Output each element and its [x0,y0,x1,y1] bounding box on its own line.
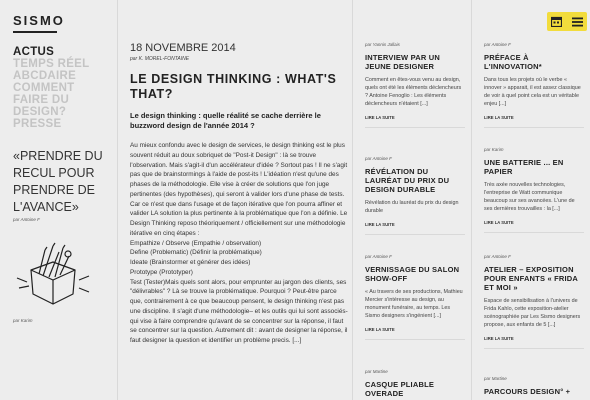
read-more-link[interactable]: LIRE LA SUITE [484,220,514,225]
card-excerpt: Dans tous les projets où le verbe « innover » apparait, il est assez classique de voir à quel point cela est un véritable enjeu [...] [484,77,581,107]
news-card [365,156,465,235]
card-excerpt: Révélation du lauréat du prix du design durable [365,200,459,214]
article-title[interactable]: LE DESIGN THINKING : WHAT'S THAT? [130,72,337,101]
card-title[interactable]: ATELIER – EXPOSITION POUR ENFANTS « FRIDA ET MOI » [484,265,578,292]
card-divider [365,339,465,340]
sidebar [0,0,117,400]
toolbar-icons [547,12,587,31]
main-nav [13,46,113,130]
article-author: par K. MOREL-FONTAINE [130,56,190,62]
main-article [118,0,352,400]
nav-item-comment-faire[interactable]: COMMENT FAIRE DU DESIGN? [13,82,75,118]
read-more-link[interactable]: LIRE LA SUITE [484,115,514,120]
menu-icon[interactable] [572,17,583,27]
logo-underline [13,31,57,33]
news-card [365,254,465,340]
sketch-illustration [13,236,93,308]
card-title[interactable]: VERNISSAGE DU SALON SHOW-OFF [365,265,460,283]
logo[interactable]: SISMO [13,13,65,28]
read-more-link[interactable]: LIRE LA SUITE [484,336,514,341]
illustration-author: par Karim [13,318,33,323]
card-author: par Antoine F [484,42,511,47]
news-card [365,42,465,128]
news-card [365,369,465,398]
card-divider [365,127,465,128]
article-body: Au mieux confondu avec le design de services, le design thinking est le plus souvent réduit au doux sobriquet de "Post-it Design" : là se trouve l'observation. Mais s'agit-il d'un accélérateur d'idée ? Sortout pas ! Il ne s'agit pas que de brainstormings à l'aide de post-its ! L'idéation n'est qu'une des phases de la méthodologie. Elle vise à créer de solutions que l'on juge pertinentes (des hypothèses), qui seront à valider lors d'une phase de tests. Car ce n'est que dans l'usage et de façon itérative que l'on pourra affiner et valider LA solution la plus pertinente à la problématique que l'on a définie. Le Design Thinking reposo théoriquement / officiellement sur une méthodologie itérative en cinq étapes : Empathize / Observe (Empathie / observation) Define (Problematic) (Définir la problématique) Ideate (Brainstormer et générer des idées) Prototype (Prototyper) Test (Tester)Mais quels sont alors, pour emprunter au jargon des clients, ses "délivrables" ? Là se trouve la problématique. Pourquoi ? Peut-être parce que, contrairement à ce que beaucoup pensent, le design thinking n'est pas une discipline. Il s'agit d'une méthodologie– et les outils qui lui sont associés- qui vise à faire comprendre qu'avant de se concentrer sur la réponse, il faut se concentrer sur la question. Autrement dit : avant de designer la réponse, il faut designer la question et identifier un problème precis. [...] [130,142,348,344]
card-excerpt: Très axée nouvelles technologies, l'entreprise de Watt communique beaucoup sur ses avancées. L'une de ses dernières trouvailles : la [...] [484,182,575,212]
news-card [484,42,584,128]
card-divider [484,232,584,233]
calendar-icon[interactable] [551,16,562,27]
card-author: par Antoine F [484,254,511,259]
card-author: par Antoine F [365,254,392,259]
card-excerpt: Espace de sensibilisation à l'univers de Frida Kahlo, cette exposition-atelier scénographiée par Les Sismo designers propose, aux enfants de 5 [...] [484,298,581,328]
article-subtitle: Le design thinking : quelle réalité se cache derrière le buzzword design de l'année 2014 ? [130,111,321,130]
card-author: par Martine [484,376,507,381]
card-title[interactable]: CASQUE PLIABLE OVERADE [365,380,435,398]
news-card [484,147,584,233]
news-card [484,376,584,396]
card-author: par Yannis Jallais [365,42,400,47]
read-more-link[interactable]: LIRE LA SUITE [365,327,395,332]
card-divider [484,127,584,128]
nav-item-abcdaire[interactable]: ABCDAIRE [13,70,77,82]
news-column-right [472,0,590,400]
news-column-middle [353,0,471,400]
card-divider [484,348,584,349]
card-author: par Martine [365,369,388,374]
nav-item-temps-reel[interactable]: TEMPS RÉEL [13,58,90,70]
read-more-link[interactable]: LIRE LA SUITE [365,115,395,120]
quote-author: par Antoine F [13,217,40,222]
card-author: par Antoine F [365,156,392,161]
sidebar-quote: «PRENDRE DU RECUL POUR PRENDRE DE L'AVANCE» [13,149,103,214]
card-title[interactable]: RÉVÉLATION DU LAURÉAT DU PRIX DU DESIGN DURABLE [365,167,450,194]
nav-item-actus[interactable]: ACTUS [13,46,55,58]
news-card [484,254,584,349]
nav-item-presse[interactable]: PRESSE [13,118,62,130]
card-divider [365,234,465,235]
card-title[interactable]: PRÉFACE À L'INNOVATION* [484,53,542,71]
card-excerpt: « Au travers de ses productions, Mathieu Mercier s'intéresse au design, au monument funéraire, au temps. Les Sismo designers s'ingénient [...] [365,289,463,319]
card-excerpt: Comment en êtes-vous venu au design, quels ont été les éléments déclencheurs ? Antoine Fenoglio : Les éléments déclencheurs n'étaient [...] [365,77,462,107]
card-title[interactable]: UNE BATTERIE ... EN PAPIER [484,158,564,176]
read-more-link[interactable]: LIRE LA SUITE [365,222,395,227]
card-author: par Karim [484,147,504,152]
card-title[interactable]: PARCOURS DESIGN° + [484,387,571,396]
card-title[interactable]: INTERVIEW PAR UN JEUNE DESIGNER [365,53,441,71]
article-date: 18 NOVEMBRE 2014 [130,42,236,54]
